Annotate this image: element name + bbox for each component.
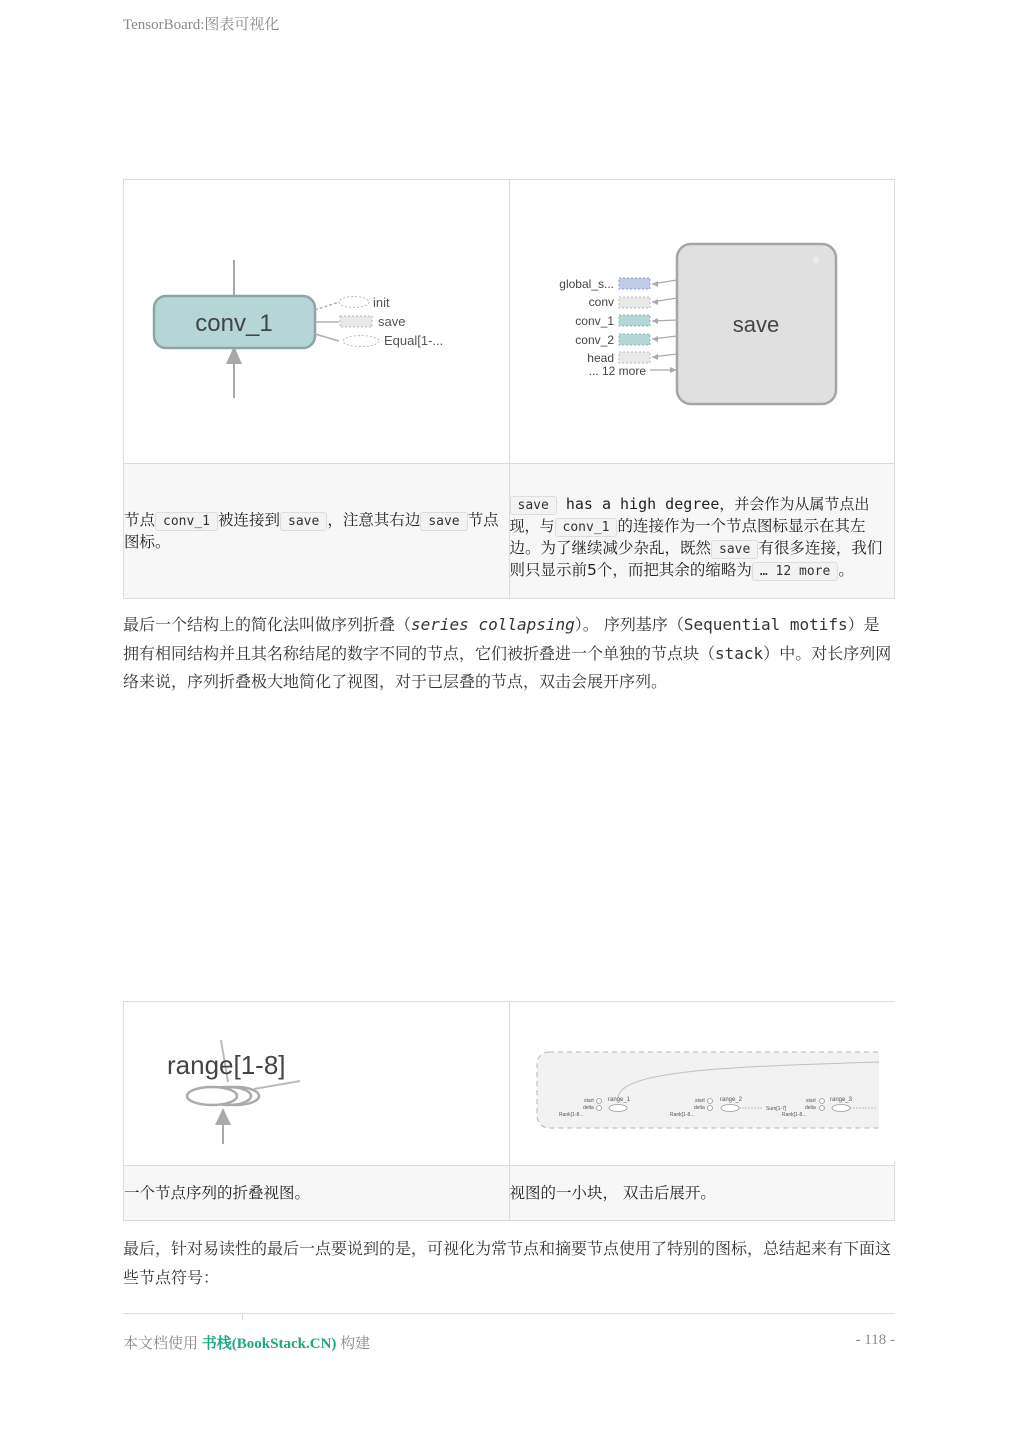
save-node-diagram — [510, 180, 895, 459]
save-node-label: save — [732, 312, 779, 337]
svg-text:range_3: range_3 — [829, 1097, 852, 1103]
page-number: - 118 - — [855, 1332, 895, 1348]
range-stack-label: range[1-8] — [167, 1050, 286, 1080]
figure1-left-image-cell — [124, 180, 510, 464]
paragraph-series-collapsing: 最后一个结构上的简化法叫做序列折叠（series collapsing）。 序列基序（Sequential motifs）是拥有相同结构并且其名称结尾的数字不同的节点，它们被折叠进一个单独的节点块（stack）中。对长序列网络来说，序列折叠极大地简化了视图，对于已层叠的节点，双击会展开序列。 — [123, 615, 892, 691]
dep-label-init: init — [373, 295, 390, 310]
svg-text:start: start — [583, 1098, 594, 1104]
save-dep-more: ... 12 more — [588, 364, 646, 378]
term-sequential-motifs: Sequential motifs — [683, 615, 848, 634]
save-dep-global: global_s... — [558, 277, 614, 291]
code-conv1: conv_1 — [555, 518, 618, 537]
node-symbols-table-top — [123, 1313, 895, 1320]
code-more: … 12 more — [752, 562, 838, 581]
dep-label-save: save — [378, 314, 406, 329]
svg-text:delta: delta — [582, 1105, 594, 1111]
save-dep-conv2: conv_2 — [574, 333, 614, 347]
save-dep-head: head — [586, 351, 614, 365]
svg-text:delta: delta — [693, 1105, 705, 1111]
figure2-left-caption: 一个节点序列的折叠视图。 — [124, 1166, 510, 1221]
code-save: save — [510, 496, 557, 515]
dep-label-equal: Equal[1-... — [384, 333, 444, 348]
code-save: save — [711, 540, 758, 559]
svg-text:range_1: range_1 — [607, 1097, 630, 1103]
figure1-right-image-cell — [509, 180, 895, 464]
figure1-left-caption: 节点 conv_1 被连接到 save ，注意其右边 save 节点图标。 — [124, 464, 510, 599]
svg-text:delta: delta — [804, 1105, 816, 1111]
figure1-right-caption: save has a high degree，并会作为从属节点出现，与 conv_1 的连接作为一个节点图标显示在其左边。为了继续减少杂乱，既然 save 有很多连接，我们则只显示前5个，而把其余的缩略为 … 12 more 。 — [509, 464, 895, 599]
footer-credit: 本文档使用 书栈(BookStack.CN) 构建 — [123, 1336, 371, 1352]
term-stack: stack — [715, 643, 764, 663]
code-conv1: conv_1 — [155, 512, 218, 531]
svg-text:start: start — [694, 1098, 705, 1104]
range-stack-diagram — [124, 1002, 509, 1161]
figure-table-1 — [123, 179, 895, 599]
figure2-left-image-cell — [124, 1002, 510, 1166]
figure2-right-caption: 视图的一小块， 双击后展开。 — [509, 1166, 895, 1221]
range-expanded-diagram — [510, 1002, 895, 1161]
conv1-node-diagram — [124, 180, 509, 459]
svg-text:Rank[1-8...: Rank[1-8... — [558, 1112, 583, 1118]
code-save: save — [280, 512, 327, 531]
figure2-right-image-cell — [509, 1002, 895, 1166]
conv1-node-label: conv_1 — [195, 310, 273, 337]
bookstack-link[interactable]: 书栈(BookStack.CN) — [201, 1336, 337, 1352]
svg-text:Rank[1-8...: Rank[1-8... — [781, 1112, 806, 1118]
paragraph-node-symbols: 最后，针对易读性的最后一点要说到的是，可视化为常节点和摘要节点使用了特别的图标，总结起来有下面这些节点符号： — [123, 1239, 892, 1287]
save-dep-conv: conv — [588, 295, 614, 309]
svg-text:start: start — [805, 1098, 816, 1104]
save-dep-conv1: conv_1 — [574, 314, 614, 328]
svg-text:Rank[1-8...: Rank[1-8... — [669, 1112, 694, 1118]
svg-text:range_2: range_2 — [719, 1097, 742, 1103]
sum-label: Sum[1-7] — [765, 1106, 786, 1112]
term-series-collapsing: series collapsing — [411, 615, 575, 634]
figure-table-2 — [123, 1001, 895, 1221]
code-save: save — [420, 512, 467, 531]
page-header: TensorBoard:图表可视化 — [123, 17, 280, 33]
